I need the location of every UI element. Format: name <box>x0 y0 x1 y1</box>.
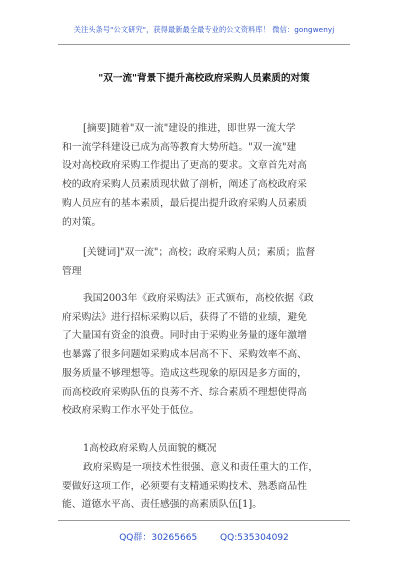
keywords-line: 管理 <box>62 265 82 277</box>
keywords-paragraph <box>62 244 352 281</box>
section-line: 能、道德水平高、责任感强的高素质队伍[1]。 <box>62 499 263 511</box>
body-line: 府采购法》进行招标采购以后，获得了不错的业绩，避免 <box>62 311 307 323</box>
body-line: 了大量国有资金的浪费。同时由于采购业务量的逐年激增 <box>62 330 307 342</box>
footer-qq-group: QQ群：30265665 <box>119 533 198 543</box>
section-heading: 1高校政府采购人员面貌的概况 <box>83 443 217 454</box>
body-paragraph <box>62 290 352 421</box>
body-line: 校政府采购工作水平处于低位。 <box>62 405 200 417</box>
abstract-paragraph <box>62 120 352 232</box>
body-line: 服务质量不够理想等。造成这些现象的原因是多方面的， <box>62 367 307 379</box>
body-line: 也暴露了很多问题如采购成本居高不下、采购效率不高、 <box>62 349 307 361</box>
abstract-line: [摘要]随着"双一流"建设的推进，即世界一流大学 <box>83 123 296 134</box>
body-line: 我国2003年《政府采购法》正式颁布，高校依据《政 <box>83 293 314 304</box>
section-heading-block <box>62 440 352 459</box>
document-title: "双一流"背景下提升高校政府采购人员素质的对策 <box>98 73 310 84</box>
abstract-line: 购人员应有的基本素质，最后提出提升政府采购人员素质 <box>62 197 307 209</box>
keywords-line: [关键词]"双一流"；高校；政府采购人员；素质；监督 <box>83 247 316 258</box>
abstract-line: 校的政府采购人员素质现状做了剖析，阐述了高校政府采 <box>62 179 307 191</box>
section-paragraph <box>62 459 352 515</box>
body-line: 而高校政府采购队伍的良莠不齐、综合素质不理想使得高 <box>62 386 307 398</box>
header-divider <box>58 44 350 45</box>
footer-contacts <box>0 530 408 543</box>
abstract-line: 和一流学科建设已成为高等教育大势所趋。"双一流"建 <box>62 141 297 153</box>
section-line: 政府采购是一项技术性很强、意义和责任重大的工作， <box>83 462 319 473</box>
abstract-line: 设对高校政府采购工作提出了更高的要求。文章首先对高 <box>62 160 307 172</box>
section-line: 要做好这项工作，必须要有支精通采购技术、熟悉商品性 <box>62 480 307 492</box>
abstract-line: 的对策。 <box>62 216 102 228</box>
footer-divider <box>58 520 350 521</box>
header-note: 关注头条号"公文研究"，获得最新最全最专业的公文资料库！ 微信：gongwenyj <box>73 25 335 34</box>
footer-qq-number: QQ:535304092 <box>220 533 289 543</box>
